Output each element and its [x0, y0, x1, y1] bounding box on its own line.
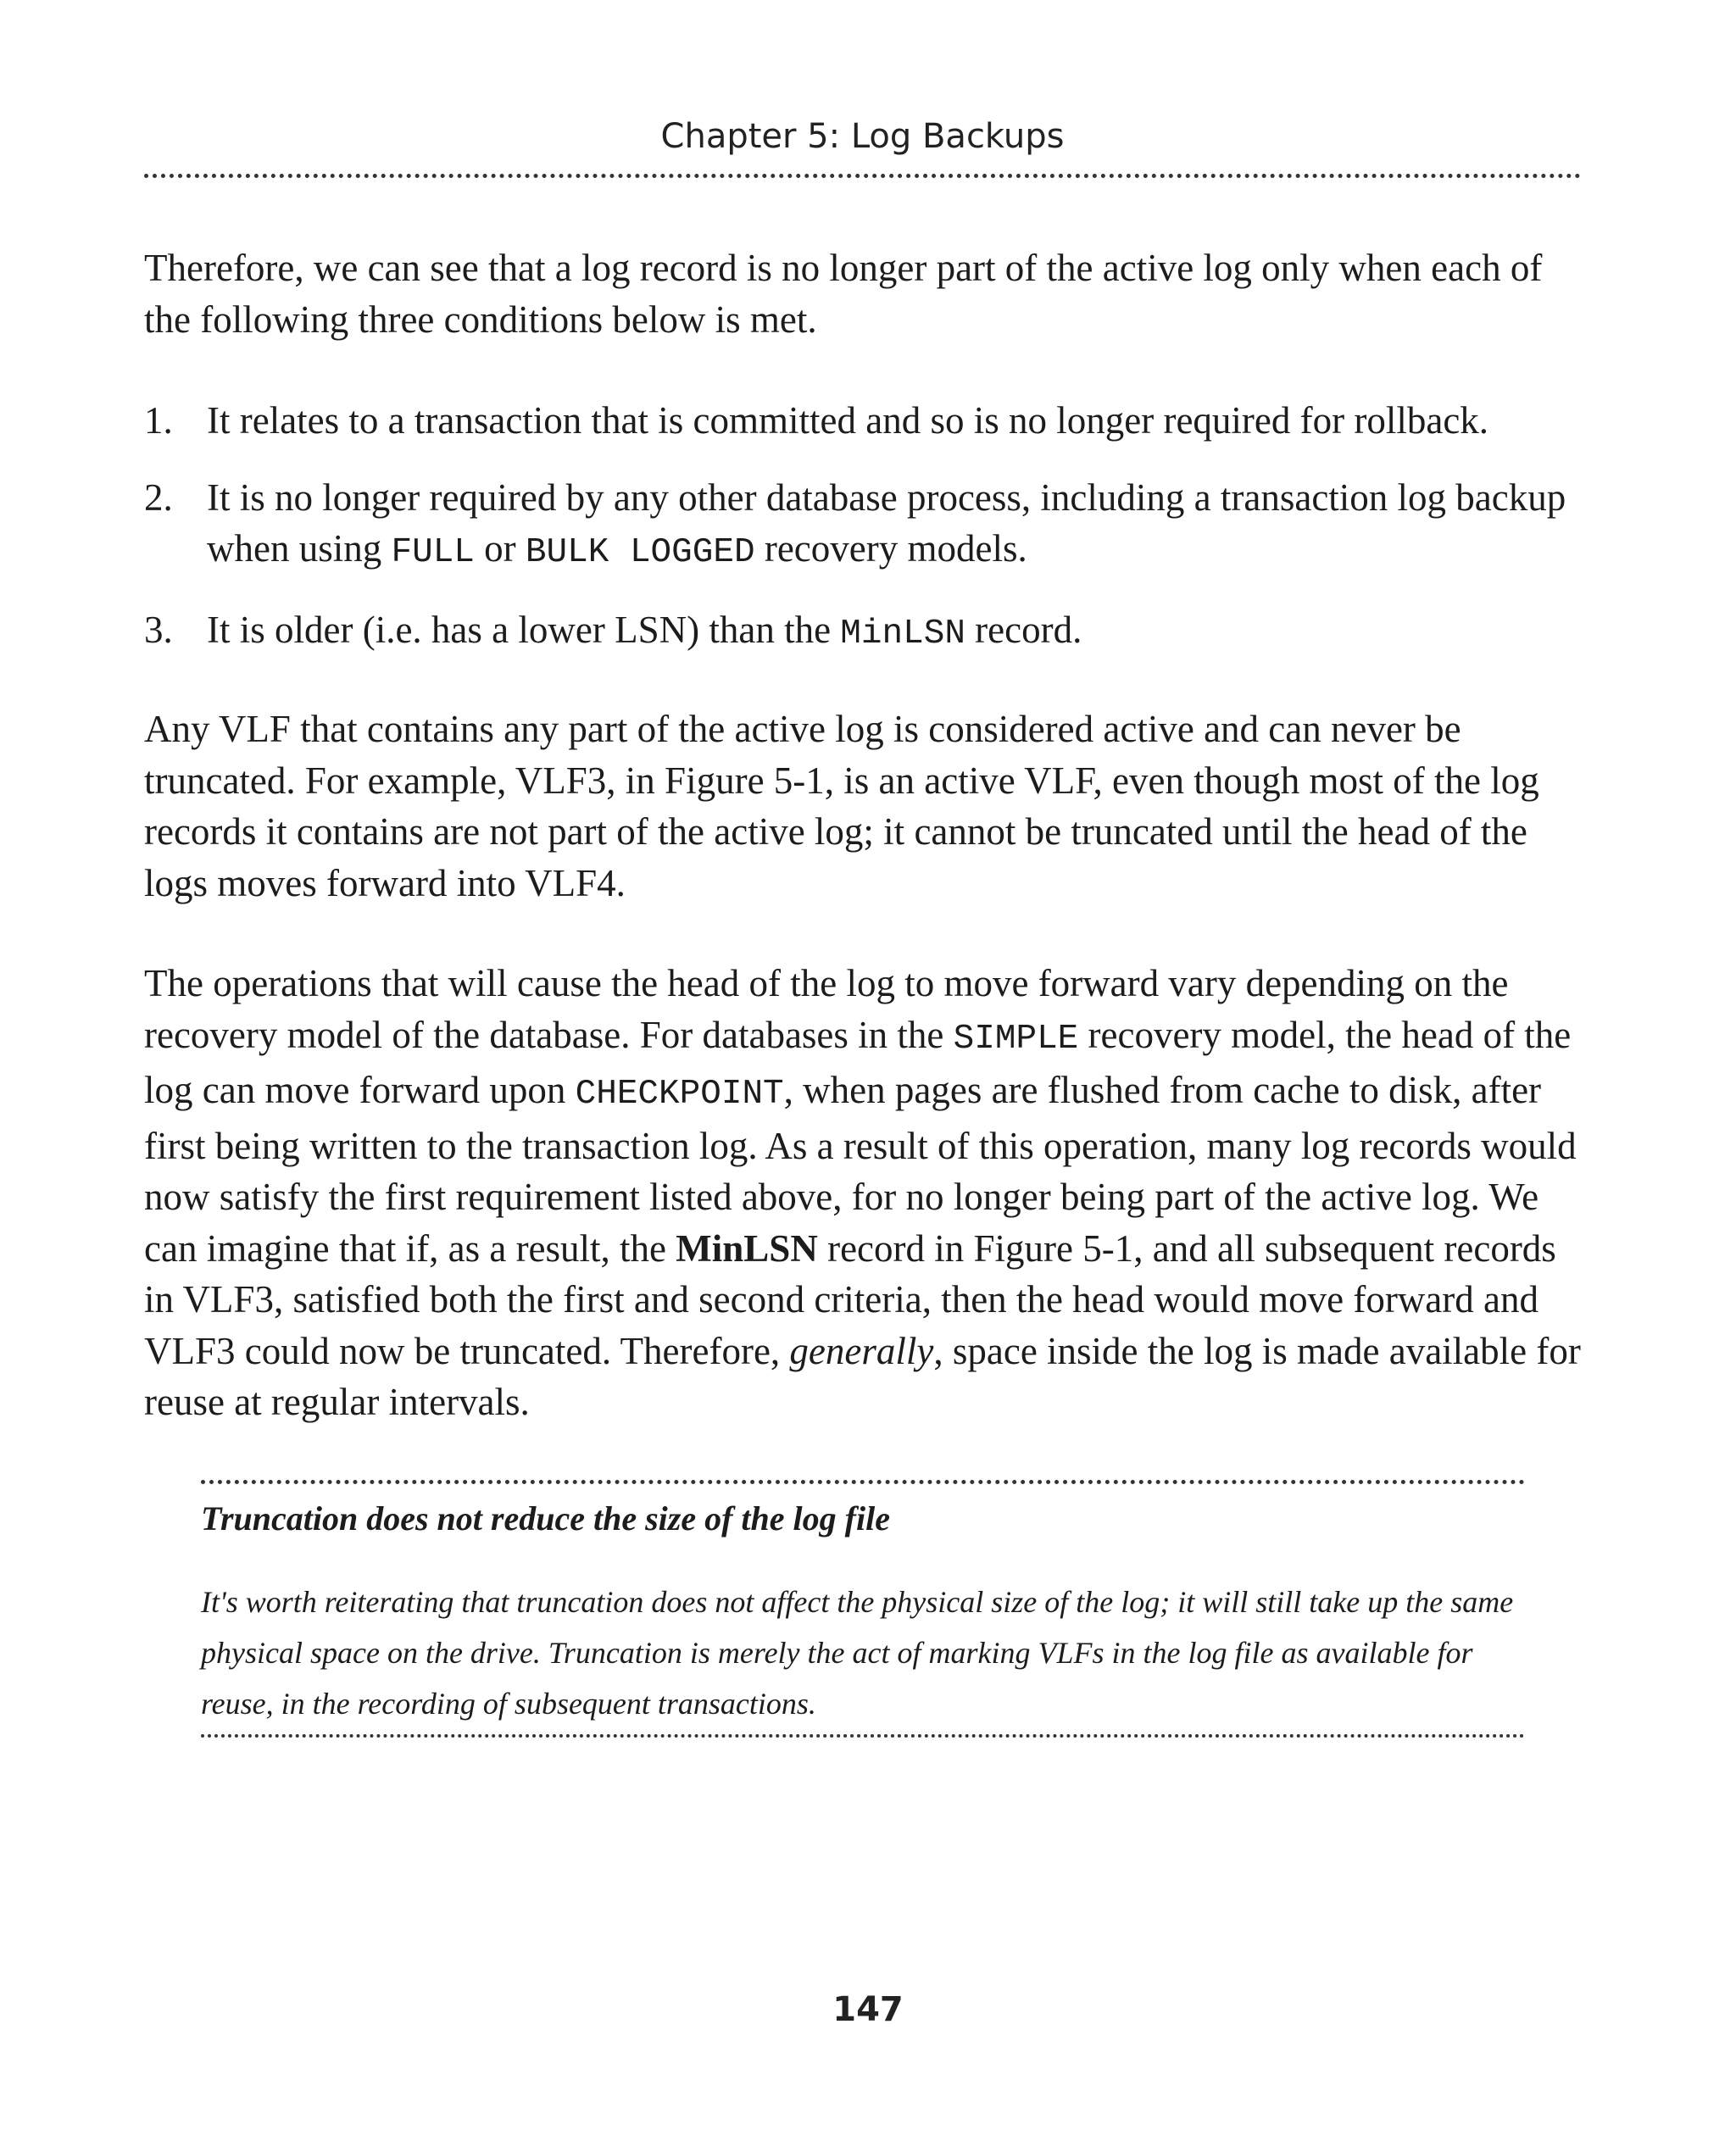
note-title: Truncation does not reduce the size of the log file [201, 1499, 890, 1538]
note-bottom-divider [201, 1734, 1525, 1738]
list-item [144, 395, 1581, 447]
list-number: 3. [144, 608, 173, 651]
list-item [144, 604, 1581, 660]
paragraph-active-vlf: Any VLF that contains any part of the active log is considered active and can never be truncated. For example, VLF3, in Figure 5-1, is an active VLF, even though most of the log records it contains are not part of the active log; it cannot be truncated until the head of the logs moves forward into VLF4. [144, 708, 1539, 904]
page-number: 147 [832, 1990, 904, 2029]
list-number: 2. [144, 475, 173, 519]
list-number: 1. [144, 399, 173, 442]
running-header: Chapter 5: Log Backups [660, 117, 1065, 156]
text-run: The operations that will cause the head of the log to move forward vary depending on the recovery model of the database. For databases in the [144, 962, 1509, 1056]
paragraph-head-of-log [144, 958, 1581, 1428]
code-full: FULL [391, 533, 475, 572]
text-run: recovery model, the head of the log can move forward upon [144, 1013, 1572, 1111]
italic-generally: generally [789, 1329, 934, 1372]
text-run: , space inside the log is made available for reuse at regular intervals. [144, 1329, 1581, 1423]
code-simple: SIMPLE [953, 1019, 1079, 1059]
text-run: record in Figure 5-1, and all subsequent records in VLF3, satisfied both the first and second criteria, then the head would move forward and VLF3 could now be truncated. Therefore, [144, 1226, 1556, 1372]
note-top-divider [201, 1480, 1525, 1484]
code-minlsn: MinLSN [840, 614, 965, 653]
list-item-text: It is no longer required by any other database process, including a transaction log backup when using [207, 475, 1566, 570]
code-bulk-logged: BULK LOGGED [525, 533, 755, 572]
list-item-text: recovery models. [754, 527, 1027, 570]
note-body: It's worth reiterating that truncation does not affect the physical size of the log; it will still take up the same physical space on the drive. Truncation is merely the act of marking VLFs in the log file as available for reuse, in the recording of subsequent transactions. [201, 1585, 1514, 1721]
list-item-text: or [474, 527, 526, 570]
code-checkpoint: CHECKPOINT [575, 1075, 784, 1114]
list-item-text: record. [965, 608, 1082, 651]
list-item [144, 472, 1581, 579]
conditions-list [144, 395, 1581, 685]
paragraph-conditions-intro: Therefore, we can see that a log record is no longer part of the active log only when each of the following three conditions below is met. [144, 247, 1543, 341]
bold-minlsn: MinLSN [676, 1226, 818, 1270]
text-run: , when pages are flushed from cache to disk, after first being written to the transaction log. As a result of this operation, many log records would now satisfy the first requirement listed above, for no longer being part of the active log. We can imagine that if, as a result, the [144, 1069, 1577, 1270]
list-item-text: It is older (i.e. has a lower LSN) than the [207, 608, 841, 651]
list-item-text: It relates to a transaction that is committed and so is no longer required for rollback. [207, 399, 1489, 442]
header-divider [144, 174, 1581, 178]
